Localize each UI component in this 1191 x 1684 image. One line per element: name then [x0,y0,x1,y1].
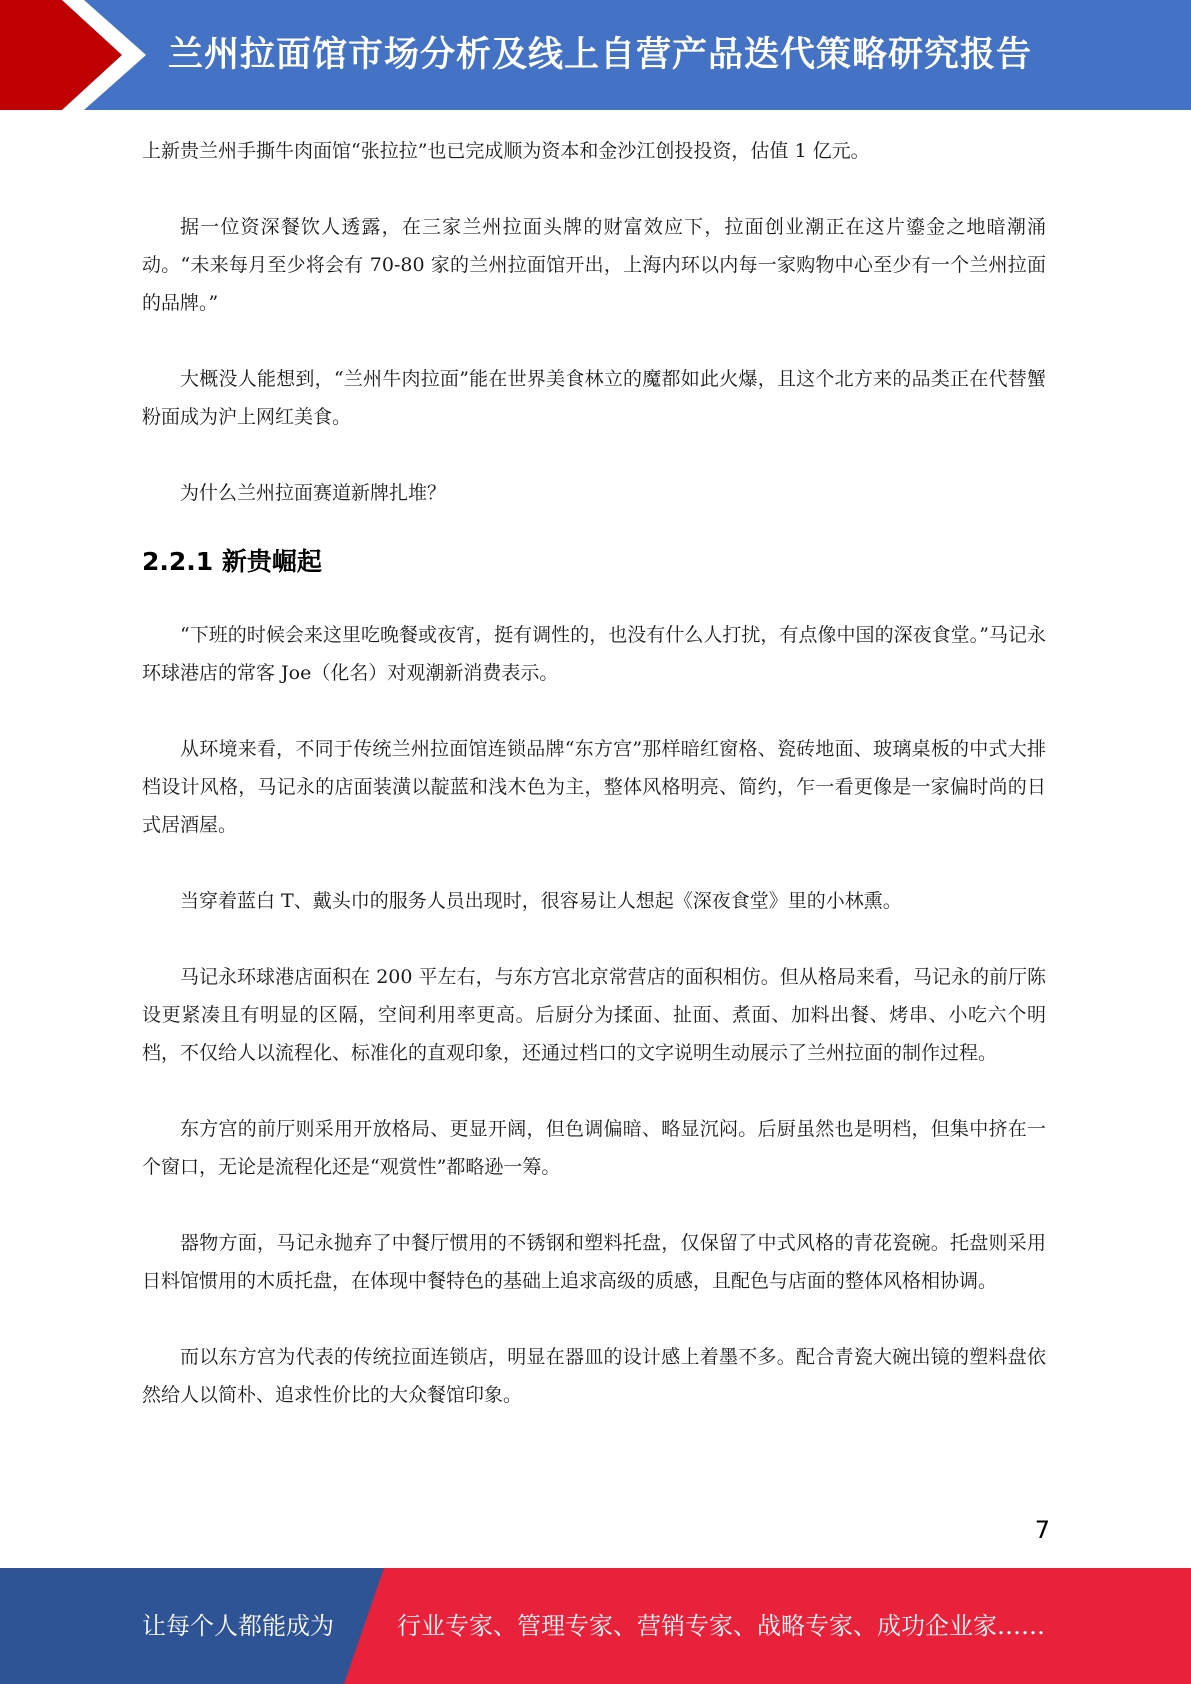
paragraph: 马记永环球港店面积在 200 平左右，与东方宫北京常营店的面积相仿。但从格局来看，马记永的前厅陈设更紧凑且有明显的区隔，空间利用率更高。后厨分为揉面、扯面、煮面、加料出餐、烤串、小吃六个明档，不仅给人以流程化、标准化的直观印象，还通过档口的文字说明生动展示了兰州拉面的制作过程。 [142,966,1046,1064]
page-number: 7 [1034,1516,1050,1544]
paragraph: 东方宫的前厅则采用开放格局、更显开阔，但色调偏暗、略显沉闷。后厨虽然也是明档，但集中挤在一个窗口，无论是流程化还是“观赏性”都略逊一筹。 [142,1118,1046,1178]
paragraph: 器物方面，马记永抛弃了中餐厅惯用的不锈钢和塑料托盘，仅保留了中式风格的青花瓷碗。托盘则采用日料馆惯用的木质托盘，在体现中餐特色的基础上追求高级的质感，且配色与店面的整体风格相协调。 [142,1232,1046,1292]
paragraph: 当穿着蓝白 T、戴头巾的服务人员出现时，很容易让人想起《深夜食堂》里的小林熏。 [180,890,902,912]
report-title: 兰州拉面馆市场分析及线上自营产品迭代策略研究报告 [168,35,1033,75]
paragraph: “下班的时候会来这里吃晚餐或夜宵，挺有调性的，也没有什么人打扰，有点像中国的深夜食堂。”马记永环球港店的常客 Joe（化名）对观潮新消费表示。 [142,624,1046,684]
main-content [142,132,1046,1452]
paragraph: 为什么兰州拉面赛道新牌扎堆？ [180,482,447,504]
paragraph: 从环境来看，不同于传统兰州拉面馆连锁品牌“东方宫”那样暗红窗格、瓷砖地面、玻璃桌板的中式大排档设计风格，马记永的店面装潢以靛蓝和浅木色为主，整体风格明亮、简约，乍一看更像是一家偏时尚的日式居酒屋。 [142,738,1046,836]
paragraph: 据一位资深餐饮人透露，在三家兰州拉面头牌的财富效应下，拉面创业潮正在这片鎏金之地暗潮涌动。“未来每月至少将会有 70-80 家的兰州拉面馆开出，上海内环以内每一家购物中心至少有一个兰州拉面的品牌。” [142,216,1046,314]
paragraph: 而以东方宫为代表的传统拉面连锁店，明显在器皿的设计感上着墨不多。配合青瓷大碗出镜的塑料盘依然给人以简朴、追求性价比的大众餐馆印象。 [142,1346,1046,1406]
footer-slogan-left: 让每个人都能成为 [142,1612,334,1640]
paragraph: 上新贵兰州手撕牛肉面馆“张拉拉”也已完成顺为资本和金沙江创投投资，估值 1 亿元。 [142,140,870,162]
header-arrow-decoration [0,0,160,110]
page-header [0,0,1191,110]
page-footer [0,1568,1191,1684]
section-heading: 2.2.1 新贵崛起 [142,547,322,576]
footer-slogan-right: 行业专家、管理专家、营销专家、战略专家、成功企业家…… [397,1612,1045,1640]
paragraph: 大概没人能想到，“兰州牛肉拉面”能在世界美食林立的魔都如此火爆，且这个北方来的品类正在代替蟹粉面成为沪上网红美食。 [142,368,1046,428]
